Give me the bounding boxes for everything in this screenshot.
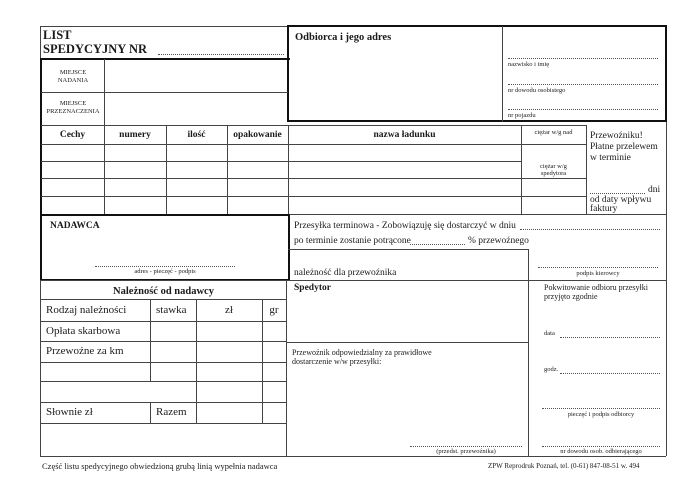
forwarder-split-line [286, 342, 528, 343]
receipt-time-field[interactable] [560, 373, 660, 374]
fees-col-gr: gr [269, 304, 279, 316]
fees-top-line [40, 280, 666, 281]
term-split-line [288, 249, 528, 250]
forwarder-right-border [528, 280, 529, 456]
vehicle-label: nr pojazdu [508, 112, 536, 119]
fees-row-stamp: Opłata skarbowa [46, 325, 121, 337]
thick-line-left-bottom [40, 214, 42, 280]
thick-line-top [40, 58, 290, 60]
cargo-header-packaging: opakowanie [233, 130, 282, 140]
vehicle-field[interactable] [508, 109, 658, 110]
forwarder-title: Spedytor [294, 283, 331, 293]
origin-label-1: MIEJSCE [59, 69, 87, 76]
fees-total-label: Razem [156, 406, 187, 418]
sender-address-field[interactable] [95, 266, 235, 267]
id-doc-field[interactable] [508, 84, 658, 85]
name-label: nazwisko i imię [508, 61, 550, 68]
term-line-2: po terminie zostanie potrącone [294, 236, 411, 246]
receipt-id-label: nr dowodu osob. odbierającego [560, 448, 642, 455]
footer-right: ZPW Reprodruk Poznań, tel. (0-61) 847-08-51 w. 494 [488, 462, 640, 470]
id-doc-label: nr dowodu osobistego [508, 87, 566, 94]
fees-col-3 [262, 299, 263, 423]
forwarder-responsible-1: Przewoźnik odpowiedzialny za prawidłowe [292, 348, 432, 357]
carrier-note-2: Płatne przelewem [590, 142, 658, 152]
sender-title: NADAWCA [50, 221, 100, 231]
carrier-note-5: od daty wpływu [590, 195, 652, 205]
cargo-header-cargo-name: nazwa ładunku [373, 130, 436, 140]
fees-row-line-2 [41, 341, 286, 342]
cargo-col-6 [586, 125, 587, 214]
payment-days-field[interactable] [590, 193, 645, 194]
receipt-sign-field[interactable] [542, 408, 660, 409]
weight-forwarder-1: ciężar w/g [540, 163, 567, 170]
name-field[interactable] [508, 58, 658, 59]
cargo-header-line [41, 144, 586, 145]
cargo-bottom-line [40, 214, 290, 216]
dest-label-2: PRZEZNACZENIA [46, 108, 100, 115]
cargo-top-line [41, 125, 586, 126]
fees-col-1 [150, 299, 151, 382]
term-divider [528, 249, 529, 280]
cargo-header-quantity: ilość [187, 130, 206, 140]
fees-col-2 [196, 299, 197, 423]
title-line1: LIST [43, 28, 72, 42]
footer-left: Część listu spedycyjnego obwiedzioną grubą linią wypełnia nadawca [42, 461, 278, 471]
dest-label-1: MIEJSCE [59, 100, 87, 107]
term-line-2-suffix: % przewoźnego [468, 236, 529, 246]
cargo-header-marks: Cechy [59, 130, 86, 140]
carrier-note-4: dni [648, 185, 661, 195]
fees-right-border [286, 280, 287, 456]
sender-address-label: adres - pieczęć - podpis [134, 268, 196, 275]
receipt-line-2: przyjęto zgodnie [544, 292, 598, 301]
fees-row-words: Słownie zł [46, 406, 93, 418]
carrier-rep-label: (przedst. przewoźnika) [436, 448, 496, 455]
title-line2: SPEDYCYJNY NR [43, 42, 148, 56]
weight-forwarder-2: spedytora [540, 170, 567, 177]
fees-row-type: Rodzaj należności [46, 304, 127, 316]
fees-col-rate: stawka [156, 304, 187, 316]
fees-row-line-6 [41, 423, 286, 424]
deduction-field[interactable] [410, 244, 465, 245]
driver-signature-field[interactable] [538, 267, 658, 268]
origin-line [104, 92, 288, 93]
cargo-row-line-1 [41, 161, 521, 162]
carrier-due-label: należność dla przewoźnika [294, 268, 397, 278]
cargo-row-line-2 [41, 178, 586, 179]
carrier-note-1: Przewoźniku! [590, 131, 643, 141]
fees-header-line [41, 299, 286, 300]
cargo-header-weight: ciężar w/g nad [534, 129, 573, 136]
fees-title: Należność od nadawcy [113, 286, 214, 297]
consignee-divider [502, 26, 503, 122]
fees-row-line-3 [41, 362, 286, 363]
fees-row-line-4 [41, 381, 286, 382]
receipt-id-field[interactable] [542, 446, 660, 447]
carrier-rep-field[interactable] [410, 446, 522, 447]
receipt-line-1: Pokwitowanie odbioru przesyłki [544, 283, 648, 292]
origin-label-2: NADANIA [57, 77, 89, 84]
term-line-1: Przesyłka terminowa - Zobowiązuję się dostarczyć w dniu [294, 221, 516, 231]
thick-line-sender-right [288, 214, 290, 280]
fees-row-line-5 [41, 402, 286, 403]
cargo-row-line-3 [41, 196, 586, 197]
receipt-date-field[interactable] [560, 337, 660, 338]
fees-col-1b [150, 402, 151, 423]
outer-bottom-line [40, 456, 666, 457]
receipt-sign-label: pieczęć i podpis odbiorcy [567, 411, 635, 418]
forwarder-responsible-2: dostarczenie w/w przesyłki: [292, 357, 382, 366]
fees-col-zl: zł [225, 304, 233, 316]
list-number-field[interactable] [158, 54, 284, 55]
driver-signature-label: podpis kierowcy [576, 270, 620, 277]
places-split-line [41, 92, 104, 93]
carrier-note-3: w terminie [590, 153, 631, 163]
cargo-header-numbers: numery [119, 130, 151, 140]
fees-row-freight: Przewoźne za km [46, 345, 124, 357]
delivery-date-field[interactable] [520, 229, 660, 230]
receipt-time-label: godz. [544, 366, 559, 373]
receipt-date-label: data [544, 330, 555, 337]
fees-row-line-1 [41, 321, 286, 322]
consignee-title: Odbiorca i jego adres [295, 32, 392, 43]
carrier-note-6: faktury [590, 204, 618, 214]
